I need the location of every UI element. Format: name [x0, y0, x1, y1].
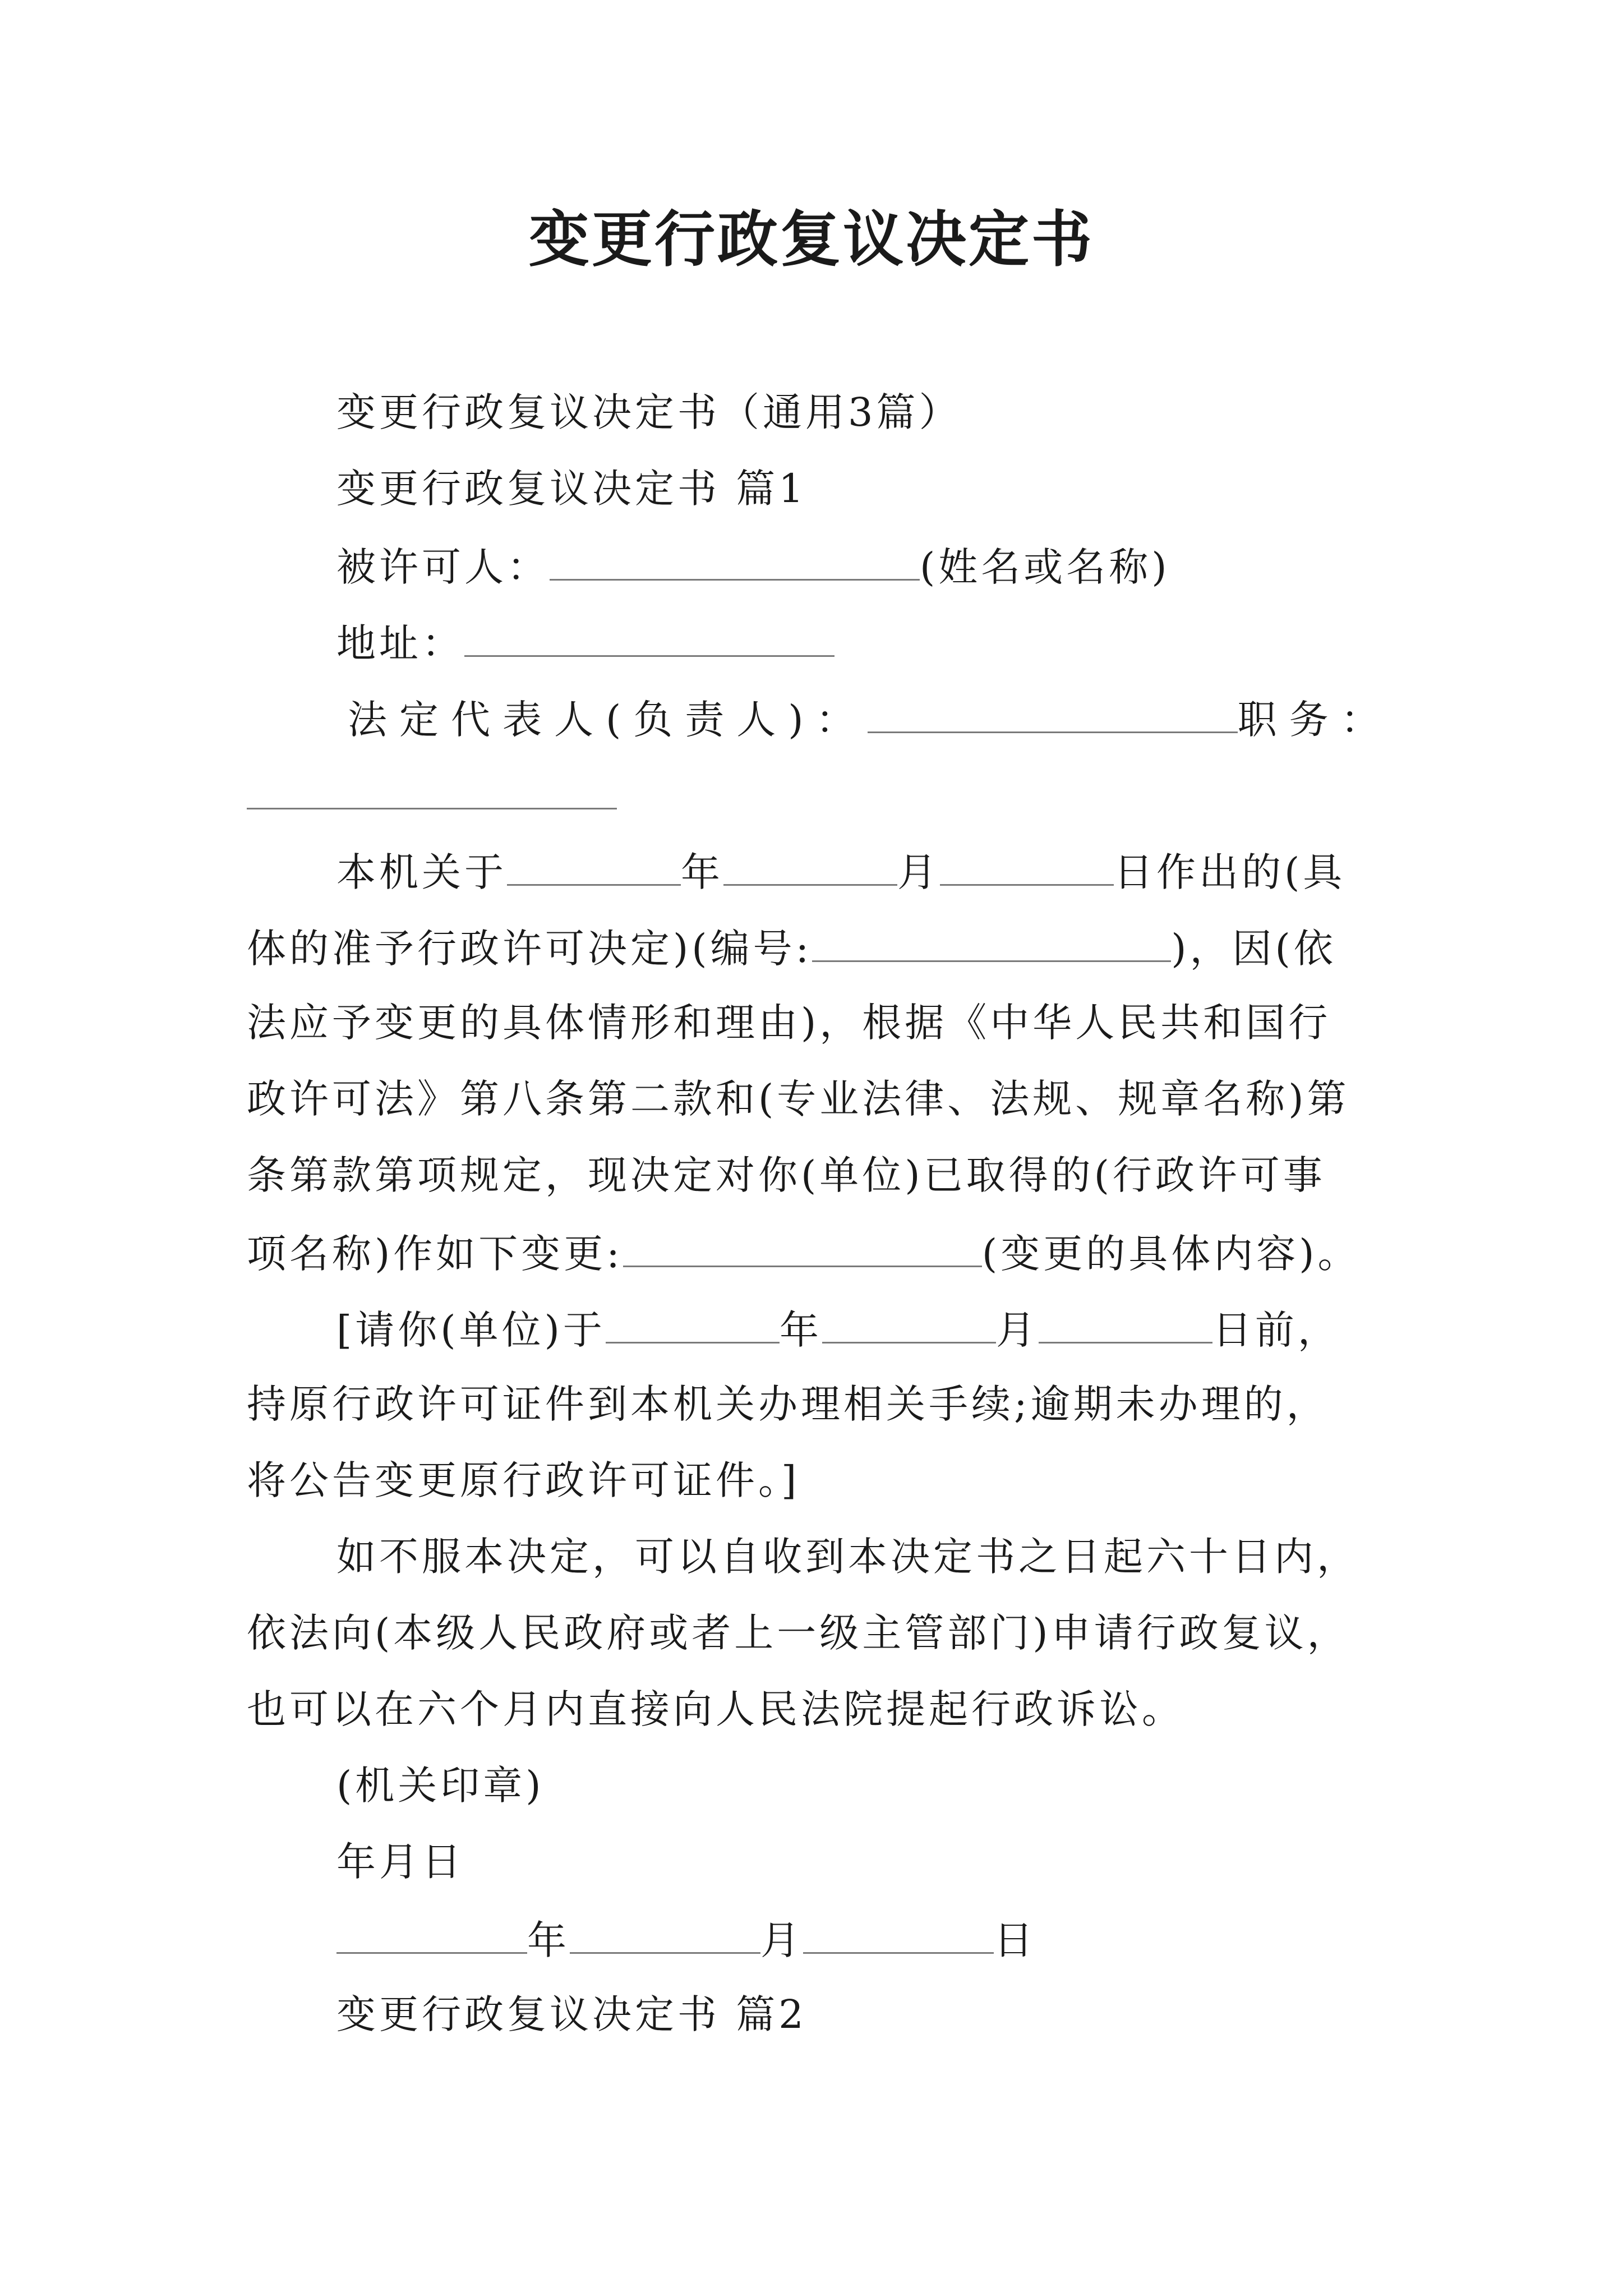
decision-year-blank[interactable] [507, 850, 681, 886]
para1-line4: 政许可法》第八条第二款和(专业法律、法规、规章名称)第 [247, 1076, 1350, 1122]
number-blank[interactable] [812, 927, 1171, 962]
year-label: 年 [527, 1917, 570, 1963]
para1-text: 日作出的(具 [1114, 849, 1346, 895]
section1-heading: 变更行政复议决定书 篇1 [336, 466, 807, 512]
deadline-year-blank[interactable] [606, 1308, 780, 1343]
para1-line3: 法应予变更的具体情形和理由)，根据《中华人民共和国行 [247, 1000, 1331, 1046]
deadline-day-blank[interactable] [1039, 1308, 1212, 1343]
licensee-label: 被许可人： [336, 544, 550, 590]
legal-rep-line [348, 697, 1393, 743]
para3-line3: 也可以在六个月内直接向人民法院提起行政诉讼。 [247, 1686, 1184, 1732]
date-line [336, 1917, 1036, 1963]
para2-line2: 持原行政许可证件到本机关办理相关手续;逾期未办理的， [247, 1381, 1329, 1427]
para2-text: [请你(单位)于 [336, 1307, 606, 1353]
licensee-line [336, 544, 1170, 590]
decision-month-blank[interactable] [723, 850, 897, 886]
address-blank[interactable] [464, 622, 834, 657]
legal-rep-blank[interactable] [868, 698, 1238, 733]
para1-text: 项名称)作如下变更: [247, 1231, 623, 1277]
position-line [247, 774, 617, 816]
para1-text: 本机关于 [336, 849, 507, 895]
address-label: 地址： [336, 620, 464, 666]
day-label: 日 [994, 1917, 1036, 1963]
section2-heading: 变更行政复议决定书 篇2 [336, 1991, 807, 2037]
para1-line6 [247, 1231, 1361, 1277]
sign-month-blank[interactable] [570, 1918, 760, 1954]
change-content-blank[interactable] [623, 1232, 982, 1267]
position-label: 职务： [1237, 697, 1393, 743]
para1-line2 [247, 926, 1336, 972]
year-label: 年 [681, 849, 723, 895]
year-label: 年 [779, 1307, 822, 1353]
document-subtitle: 变更行政复议决定书（通用3篇） [336, 389, 962, 435]
month-label: 月 [995, 1307, 1039, 1353]
decision-day-blank[interactable] [940, 850, 1114, 886]
para1-line5: 条第款第项规定，现决定对你(单位)已取得的(行政许可事 [247, 1152, 1326, 1198]
month-label: 月 [897, 849, 940, 895]
sign-day-blank[interactable] [803, 1918, 994, 1954]
para2-line3: 将公告变更原行政许可证件。] [247, 1457, 800, 1503]
para3-line1: 如不服本决定，可以自收到本决定书之日起六十日内， [336, 1534, 1359, 1580]
para1-line1 [336, 849, 1346, 895]
seal-text: (机关印章) [336, 1763, 545, 1809]
date-label: 年月日 [336, 1839, 464, 1885]
deadline-month-blank[interactable] [822, 1308, 996, 1343]
legal-rep-label: 法定代表人(负责人)： [348, 697, 868, 743]
position-blank[interactable] [247, 774, 617, 809]
para3-line2: 依法向(本级人民政府或者上一级主管部门)申请行政复议， [247, 1610, 1350, 1656]
month-label: 月 [760, 1917, 803, 1963]
licensee-hint: (姓名或名称) [920, 544, 1170, 590]
para2-text: 日前， [1212, 1307, 1340, 1353]
licensee-blank[interactable] [550, 545, 920, 581]
address-line [336, 620, 834, 666]
sign-year-blank[interactable] [336, 1918, 527, 1954]
para1-text: )，因(依 [1171, 926, 1336, 972]
para1-text: 体的准予行政许可决定)(编号: [247, 926, 813, 972]
para1-text: (变更的具体内容)。 [981, 1231, 1361, 1277]
document-title: 变更行政复议决定书 [528, 204, 1094, 275]
para2-line1 [336, 1307, 1340, 1353]
